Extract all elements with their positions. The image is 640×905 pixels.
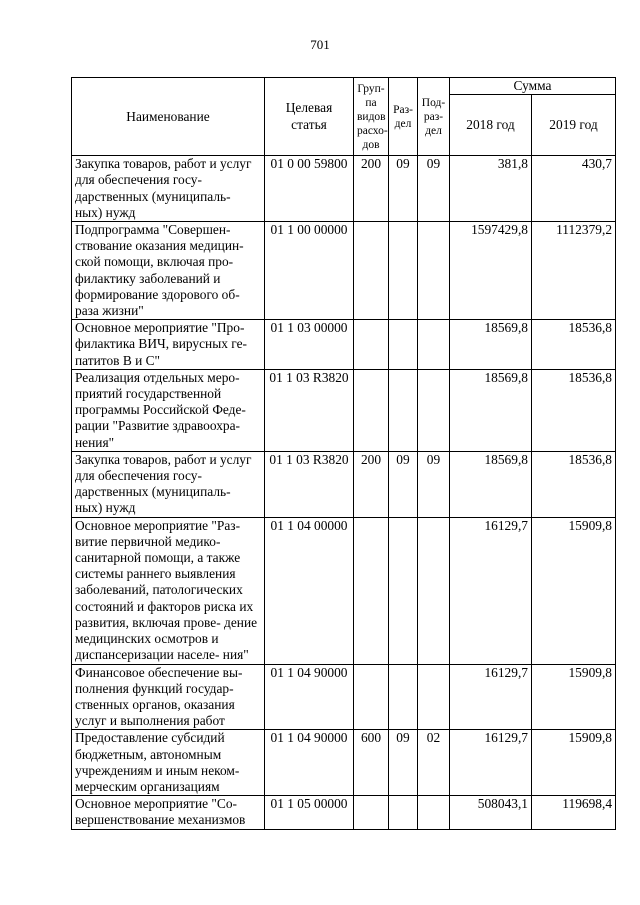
row-subsection: [418, 664, 450, 730]
row-sum-2019: 18536,8: [532, 369, 616, 451]
row-sum-2019: 18536,8: [532, 451, 616, 517]
row-sum-2019: 15909,8: [532, 730, 616, 796]
row-section: [389, 369, 418, 451]
row-sum-2019: 15909,8: [532, 664, 616, 730]
row-sum-2018: 18569,8: [450, 369, 532, 451]
header-year-2018: 2018 год: [450, 95, 532, 156]
row-target-code: 01 1 00 00000: [265, 222, 354, 320]
row-sum-2018: 18569,8: [450, 320, 532, 370]
table-row: [72, 369, 616, 451]
row-target-code: 01 1 05 00000: [265, 796, 354, 829]
row-sum-2019: 119698,4: [532, 796, 616, 829]
row-subsection: [418, 796, 450, 829]
row-subsection: [418, 517, 450, 664]
row-sum-2019: 18536,8: [532, 320, 616, 370]
row-name: Основное мероприятие "Со- вершенствование механизмов: [72, 796, 265, 829]
table-row: [72, 320, 616, 370]
row-name: Закупка товаров, работ и услуг для обеспечения госу- дарственных (муниципаль- ных) нужд: [72, 156, 265, 222]
page-number: 701: [310, 37, 330, 52]
row-target-code: 01 1 04 00000: [265, 517, 354, 664]
row-target-code: 01 1 03 R3820: [265, 369, 354, 451]
row-name: Основное мероприятие "Про- филактика ВИЧ, вирусных ге- патитов В и С": [72, 320, 265, 370]
row-sum-2018: 18569,8: [450, 451, 532, 517]
header-group: Груп- па видов расхо- дов: [354, 78, 389, 156]
row-sum-2018: 16129,7: [450, 664, 532, 730]
row-sum-2018: 16129,7: [450, 517, 532, 664]
row-sum-2018: 16129,7: [450, 730, 532, 796]
row-target-code: 01 1 03 R3820: [265, 451, 354, 517]
row-subsection: 02: [418, 730, 450, 796]
row-group: [354, 222, 389, 320]
row-target-code: 01 1 03 00000: [265, 320, 354, 370]
row-group: [354, 664, 389, 730]
table-body: [72, 156, 616, 829]
row-section: [389, 222, 418, 320]
table-row: [72, 222, 616, 320]
row-subsection: [418, 369, 450, 451]
row-subsection: [418, 320, 450, 370]
row-sum-2018: 508043,1: [450, 796, 532, 829]
row-sum-2019: 1112379,2: [532, 222, 616, 320]
row-name: Финансовое обеспечение вы- полнения функций государ- ственных органов, оказания услуг и выполнения работ: [72, 664, 265, 730]
row-subsection: 09: [418, 156, 450, 222]
row-name: Предоставление субсидий бюджетным, автономным учреждениям и иным неком- мерческим организациям: [72, 730, 265, 796]
row-section: [389, 796, 418, 829]
row-section: 09: [389, 730, 418, 796]
row-name: Закупка товаров, работ и услуг для обеспечения госу- дарственных (муниципаль- ных) нужд: [72, 451, 265, 517]
row-section: [389, 517, 418, 664]
row-sum-2019: 15909,8: [532, 517, 616, 664]
row-name: Реализация отдельных меро- приятий государственной программы Российской Феде- рации "Развитие здравоохра- нения": [72, 369, 265, 451]
row-sum-2018: 381,8: [450, 156, 532, 222]
header-sum: Сумма: [450, 78, 616, 95]
row-section: [389, 664, 418, 730]
table-row: [72, 517, 616, 664]
row-section: [389, 320, 418, 370]
row-group: 200: [354, 156, 389, 222]
table-row: [72, 664, 616, 730]
table-row: [72, 796, 616, 829]
row-group: [354, 320, 389, 370]
row-sum-2019: 430,7: [532, 156, 616, 222]
table-row: [72, 156, 616, 222]
row-sum-2018: 1597429,8: [450, 222, 532, 320]
table-row: [72, 451, 616, 517]
header-target: Целевая статья: [265, 78, 354, 156]
row-target-code: 01 1 04 90000: [265, 730, 354, 796]
row-section: 09: [389, 156, 418, 222]
row-group: 200: [354, 451, 389, 517]
row-section: 09: [389, 451, 418, 517]
row-name: Основное мероприятие "Раз- витие первичной медико- санитарной помощи, а также системы раннего выявления заболеваний, патологических состояний и факторов риска их развития, включая прове- дение медицинских осмотров и диспансеризации населе- ния": [72, 517, 265, 664]
header-year-2019: 2019 год: [532, 95, 616, 156]
header-section: Раз- дел: [389, 78, 418, 156]
row-name: Подпрограмма "Совершен- ствование оказания медицин- ской помощи, включая про- филактику заболеваний и формирование здорового об- раза жизни": [72, 222, 265, 320]
row-group: [354, 517, 389, 664]
budget-table: [71, 77, 616, 830]
row-group: [354, 369, 389, 451]
row-subsection: [418, 222, 450, 320]
row-group: [354, 796, 389, 829]
row-target-code: 01 1 04 90000: [265, 664, 354, 730]
row-subsection: 09: [418, 451, 450, 517]
header-subsection: Под- раз- дел: [418, 78, 450, 156]
header-name: Наименование: [72, 78, 265, 156]
table-header: [72, 78, 616, 156]
table-row: [72, 730, 616, 796]
row-group: 600: [354, 730, 389, 796]
row-target-code: 01 0 00 59800: [265, 156, 354, 222]
